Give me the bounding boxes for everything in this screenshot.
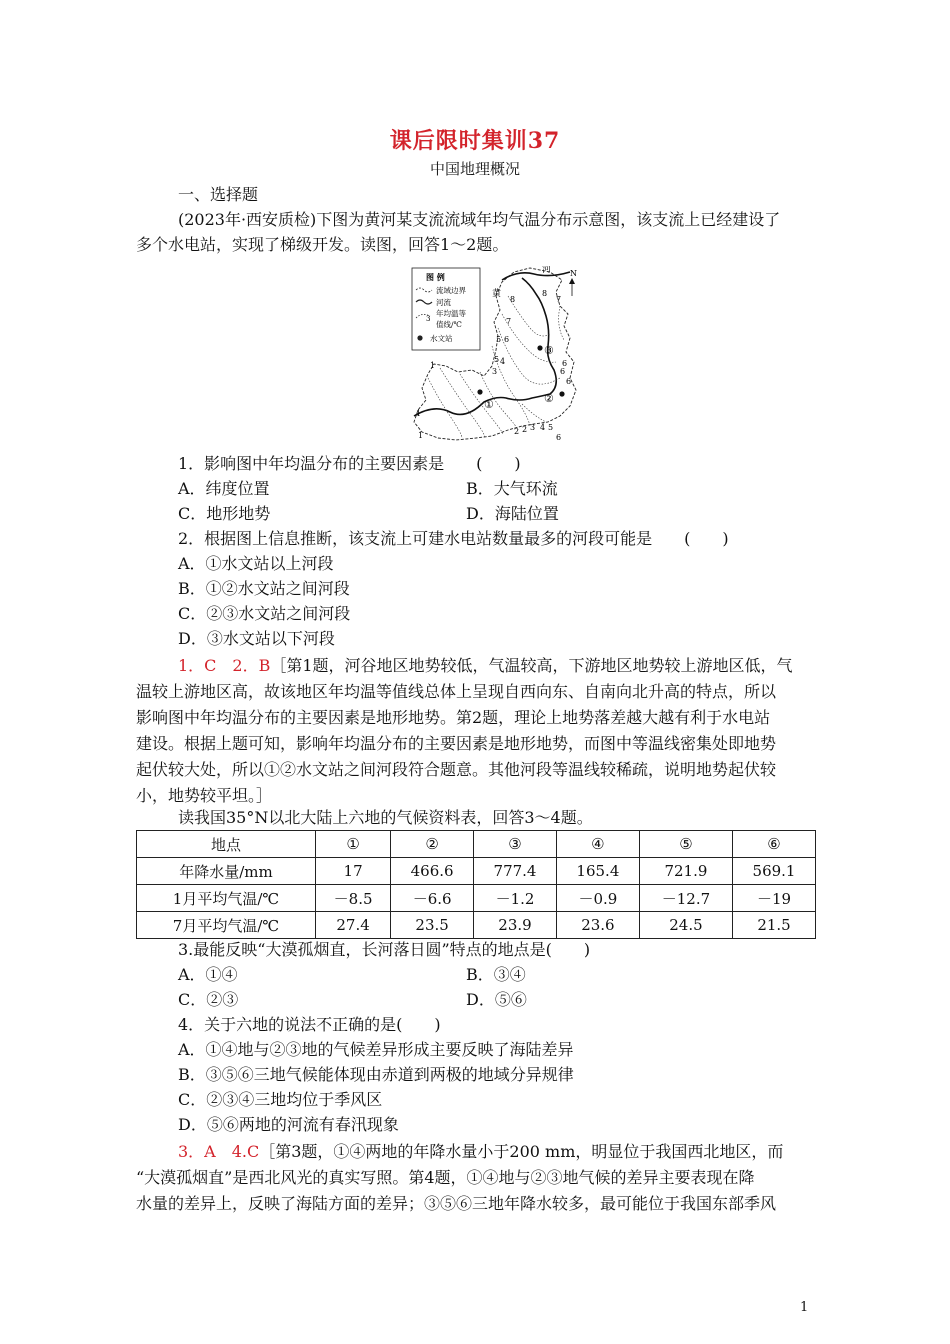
isotherm-label: 5 [496,335,502,344]
table-cell: 721.9 [639,858,732,885]
isotherm-label: 2 [514,427,520,436]
answer-text: ［第1题，河谷地区地势较低，气温较高，下游地区地势较上游地区低，气 [270,656,793,675]
isotherm-label: 8 [510,295,516,304]
q3-option-b: B．③④ [466,965,526,984]
table-cell: －1.2 [474,885,557,912]
legend-river-label: 河流 [436,298,451,307]
table-row [137,858,816,885]
isotherm-label: 1 [418,431,424,440]
station-2-icon [559,391,564,396]
table-cell: 569.1 [733,858,816,885]
table-intro: 读我国35°N以北大陆上六地的气候资料表，回答3～4题。 [178,808,593,827]
question-3-stem: 3.最能反映“大漠孤烟直，长河落日圆”特点的地点是( ) [178,940,591,959]
isotherm-label: 2 [522,425,528,434]
page-subtitle: 中国地理概况 [429,160,520,178]
question-2-stem: 2．根据图上信息推断，该支流上可建水电站数量最多的河段可能是 ( ) [178,529,729,548]
table-cell: 466.6 [391,858,474,885]
isotherm-label: 1 [416,409,422,418]
table-cell: 年降水量/mm [137,858,316,885]
table-cell: 165.4 [556,858,639,885]
q1-option-d: D．海陆位置 [466,504,559,523]
isotherm-label: 4 [540,423,546,432]
table-header-cell: 地点 [137,831,316,858]
legend-station-symbol [417,335,422,340]
table-row [137,912,816,939]
table-header-cell: ⑤ [639,831,732,858]
station-1-label: ① [484,398,494,411]
page-number: 1 [800,1300,809,1315]
isotherm-label: 6 [556,433,562,442]
table-cell: －12.7 [639,885,732,912]
q3-option-a: A．①④ [178,965,238,984]
table-cell: －0.9 [556,885,639,912]
table-cell: 1月平均气温/℃ [137,885,316,912]
intro-line: 多个水电站，实现了梯级开发。读图，回答1～2题。 [136,235,509,254]
isotherm-label: 6 [566,377,572,386]
table-row [137,885,816,912]
legend-isotherm-number: 3 [426,315,431,323]
north-label: N [570,269,577,278]
q3-option-c: C．②③ [178,990,239,1009]
station-3-icon [537,345,542,350]
isotherm-label: 6 [562,359,568,368]
q2-option-c: C．②③水文站之间河段 [178,604,351,623]
page-title: 课后限时集训37 [389,128,561,154]
isotherm-label: 8 [542,289,548,298]
isotherm-label: 7 [556,295,562,304]
legend-isotherm-label: 值线/℃ [436,320,462,329]
isotherm-label: 5 [494,355,500,364]
table-cell: 7月平均气温/℃ [137,912,316,939]
answer-key: 1．C 2．B [178,656,271,675]
answer-text: 起伏较大处，所以①②水文站之间河段符合题意。其他河段等温线较稀疏，说明地势起伏较 [136,760,777,779]
q4-option-c: C．②③④三地均位于季风区 [178,1090,383,1109]
question-1-stem: 1．影响图中年均温分布的主要因素是 ( ) [178,454,521,473]
label-he: 河 [542,266,552,275]
answer-text: “大漠孤烟直”是西北风光的真实写照。第4题，①④地与②③地气候的差异主要表现在降 [136,1168,755,1187]
answer-text: 小，地势较平坦。］ [136,786,273,805]
table-header-row [137,831,816,858]
answer-text: 建设。根据上题可知，影响年均温分布的主要因素是地形地势，而图中等温线密集处即地势 [136,734,777,753]
isotherm-label: 5 [548,423,554,432]
label-huang: 黄 [492,289,502,299]
climate-table [136,830,816,939]
isotherm-label: 7 [506,317,512,326]
q1-option-b: B．大气环流 [466,479,558,498]
isotherm-label: 1 [430,361,436,370]
station-2-label: ② [544,392,554,405]
station-1-icon [477,389,482,394]
table-cell: －8.5 [316,885,391,912]
table-cell: －19 [733,885,816,912]
answer-3-4-first-line [178,1140,783,1164]
table-cell: 23.5 [391,912,474,939]
q4-option-d: D．⑤⑥两地的河流有春汛现象 [178,1115,399,1134]
isotherm-label: 6 [504,335,510,344]
answer-key: 3．A 4.C [178,1142,260,1161]
isotherm-label: 4 [500,357,506,366]
q1-option-a: A．纬度位置 [178,479,270,498]
table-cell: 23.9 [474,912,557,939]
section-heading: 一、选择题 [178,185,259,204]
answer-text: 水量的差异上，反映了海陆方面的差异；③⑤⑥三地年降水较多，最可能位于我国东部季风 [136,1194,777,1213]
intro-line: (2023年·西安质检)下图为黄河某支流流域年均气温分布示意图，该支流上已经建设了 [178,210,781,229]
q4-option-a: A．①④地与②③地的气候差异形成主要反映了海陆差异 [178,1040,574,1059]
table-cell: 23.6 [556,912,639,939]
question-4-stem: 4．关于六地的说法不正确的是( ) [178,1015,441,1034]
table-header-cell: ③ [474,831,557,858]
table-header-cell: ⑥ [733,831,816,858]
answer-text: 温较上游地区高，故该地区年均温等值线总体上呈现自西向东、自南向北升高的特点，所以 [136,682,777,701]
q4-option-b: B．③⑤⑥三地气候能体现由赤道到两极的地域分异规律 [178,1065,574,1084]
legend-title: 图 例 [426,272,445,282]
north-arrow-head-icon [569,278,575,284]
answer-text: ［第3题，①④两地的年降水量小于200 mm，明显位于我国西北地区，而 [259,1142,784,1161]
table-cell: 21.5 [733,912,816,939]
table-header-cell: ② [391,831,474,858]
station-3-label: ③ [544,344,554,357]
q2-option-b: B．①②水文站之间河段 [178,579,350,598]
q3-option-d: D．⑤⑥ [466,990,527,1009]
table-cell: 17 [316,858,391,885]
watershed-isotherm-map [410,266,582,442]
isotherm-label: 3 [530,423,536,432]
isotherm-label: 3 [492,367,498,376]
legend-boundary-label: 流域边界 [436,286,466,295]
q1-option-c: C．地形地势 [178,504,271,523]
q2-option-d: D．③水文站以下河段 [178,629,335,648]
table-cell: 777.4 [474,858,557,885]
table-cell: 27.4 [316,912,391,939]
table-header-cell: ④ [556,831,639,858]
isotherm-label: 6 [560,367,566,376]
legend-station-label: 水文站 [430,334,453,343]
answer-1-2-first-line [178,654,793,678]
q2-option-a: A．①水文站以上河段 [178,554,334,573]
table-header-cell: ① [316,831,391,858]
table-cell: －6.6 [391,885,474,912]
answer-text: 影响图中年均温分布的主要因素是地形地势。第2题，理论上地势落差越大越有利于水电站 [136,708,771,727]
legend-isotherm-label: 年均温等 [436,309,466,318]
table-cell: 24.5 [639,912,732,939]
